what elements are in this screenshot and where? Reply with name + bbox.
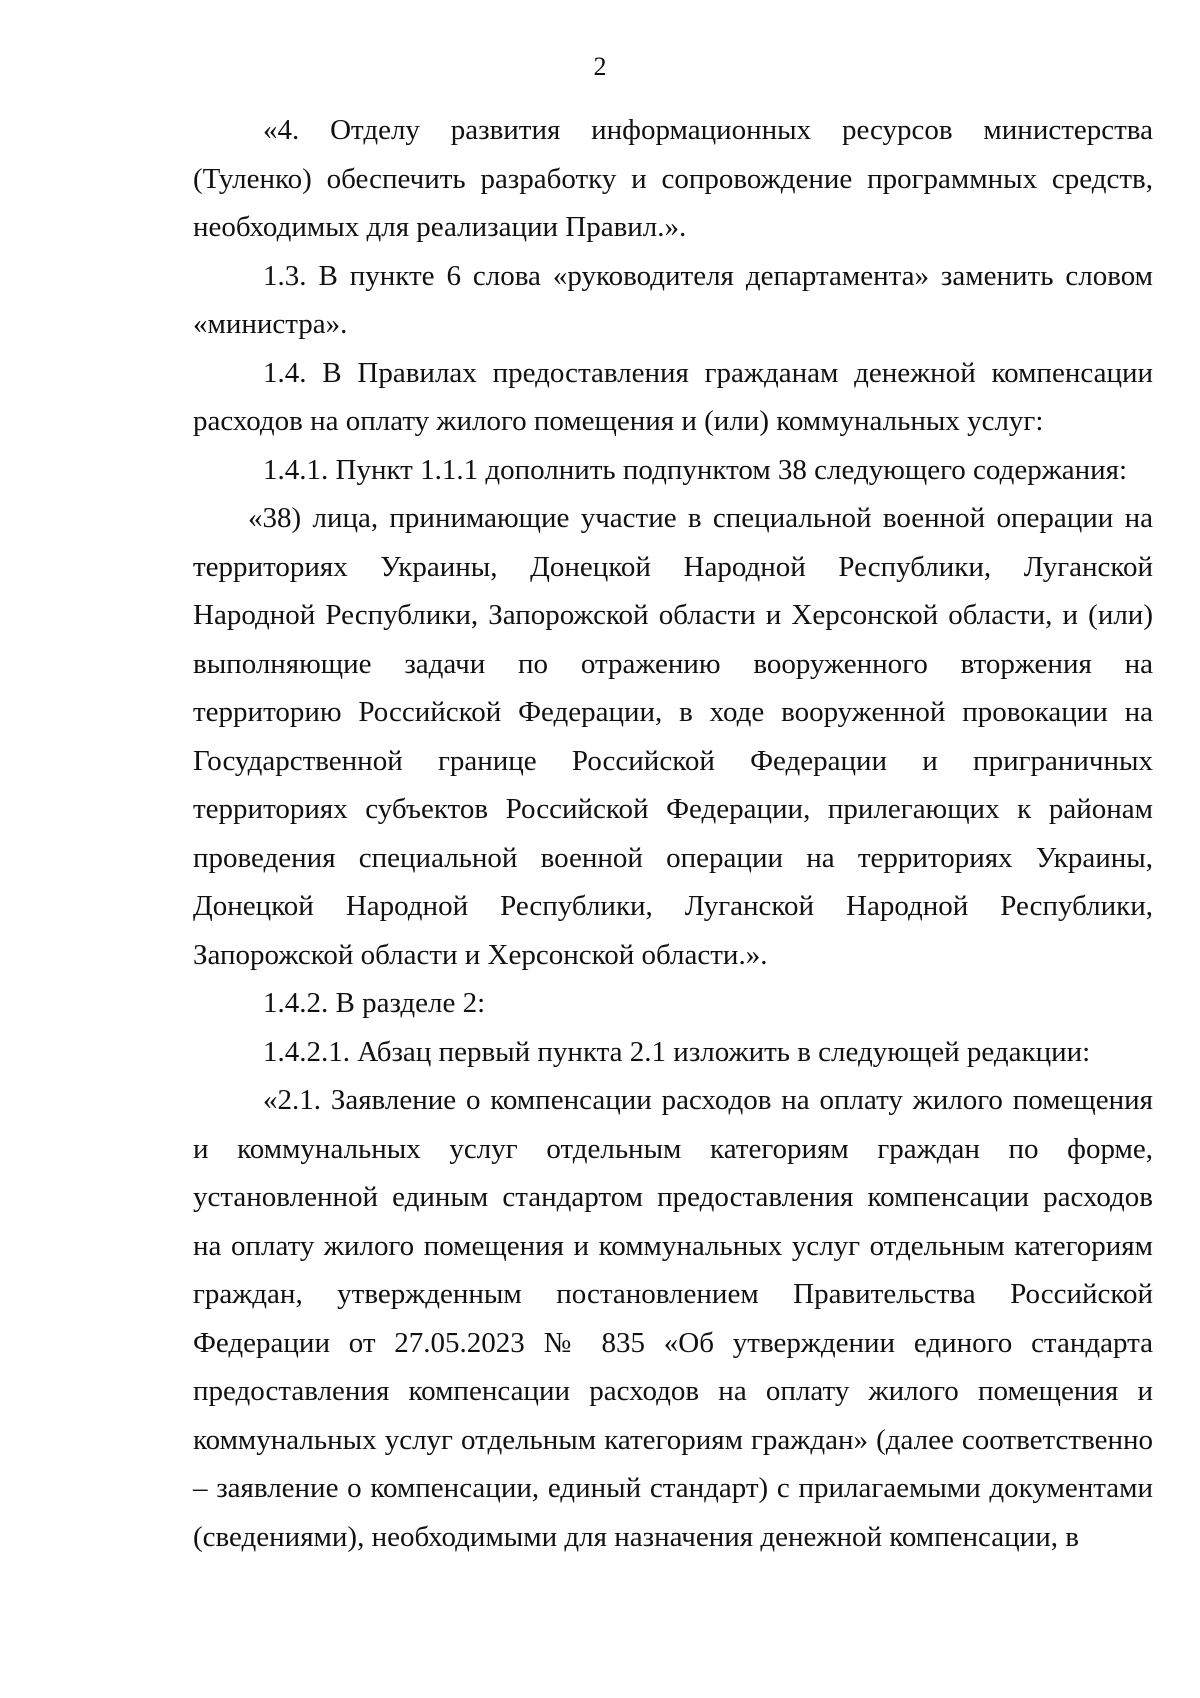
paragraph-2-1-application: «2.1. Заявление о компенсации расходов на оплату жилого помещения и коммунальных услуг отдельным категориям граждан по форме, установленной единым стандартом предоставления компенсации расходов на оплату жилого помещения и коммунальных услуг отдельным категориям граждан, утвержденным постановлением Правительства Российской Федерации от 27.05.2023 № 835 «Об утверждении единого стандарта предоставления компенсации расходов на оплату жилого помещения и коммунальных услуг отдельным категориям граждан» (далее соответственно – заявление о компенсации, единый стандарт) с прилагаемыми документами (сведениями), необходимыми для назначения денежной компенсации, в <box>193 1084 1153 1553</box>
paragraph-1-4: 1.4. В Правилах предоставления гражданам денежной компенсации расходов на оплату жилого помещения и (или) коммунальных услуг: <box>193 356 1153 437</box>
paragraph-1-4-2-1: 1.4.2.1. Абзац первый пункта 2.1 изложить в следующей редакции: <box>263 1035 1091 1068</box>
paragraph-subitem-38: «38) лица, принимающие участие в специальной военной операции на территориях Украины, Донецкой Народной Республики, Луганской Народной Республики, Запорожской области и Херсонской области, и (или) выполняющие задачи по отражению вооруженного вторжения на территорию Российской Федерации, в ходе вооруженной провокации на Государственной границе Российской Федерации и приграничных территориях субъектов Российской Федерации, прилегающих к районам проведения специальной военной операции на территориях Украины, Донецкой Народной Республики, Луганской Народной Республики, Запорожской области и Херсонской области.». <box>193 502 1153 971</box>
document-body <box>193 106 1153 1561</box>
paragraph-1-4-1: 1.4.1. Пункт 1.1.1 дополнить подпунктом 38 следующего содержания: <box>263 453 1128 486</box>
paragraph-1-4-2: 1.4.2. В разделе 2: <box>263 987 486 1019</box>
paragraph-item-4-instruction: «4. Отделу развития информационных ресурсов министерства (Туленко) обеспечить разработку и сопровождение программных средств, необходимых для реализации Правил.». <box>193 114 1153 243</box>
page-number: 2 <box>593 52 607 81</box>
paragraph-1-3: 1.3. В пункте 6 слова «руководителя департамента» заменить словом «министра». <box>193 259 1153 340</box>
